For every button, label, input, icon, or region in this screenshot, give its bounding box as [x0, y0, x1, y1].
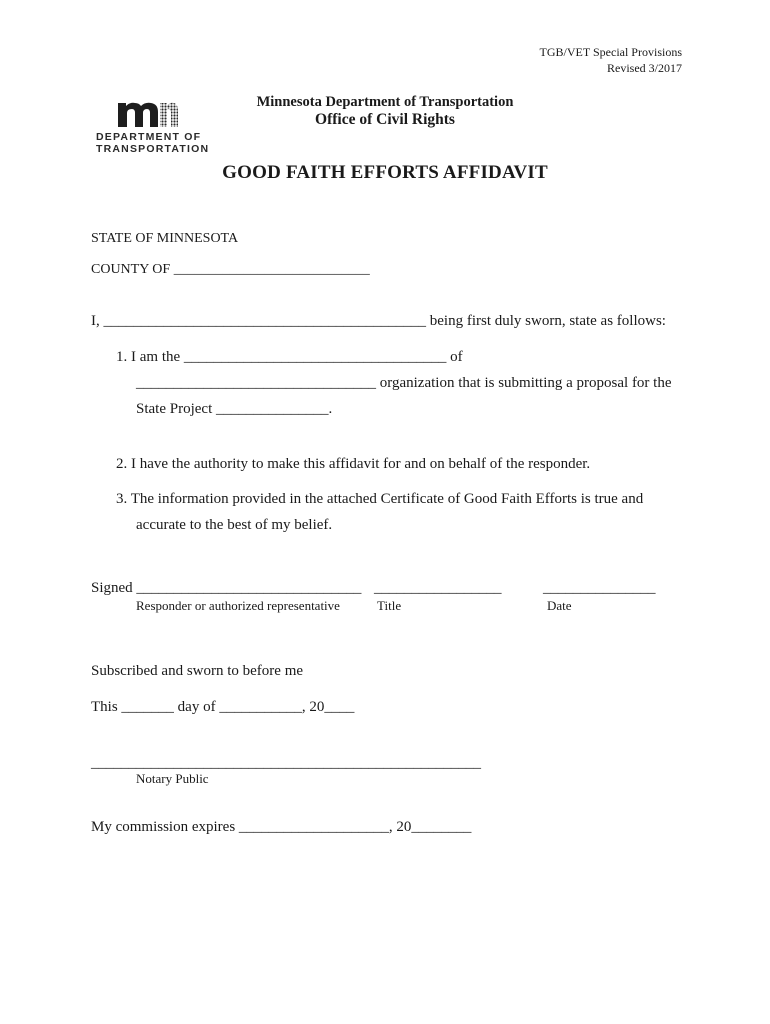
commission-line: My commission expires ____________________, 20________: [91, 819, 472, 835]
signed-line: Signed ______________________________: [91, 580, 362, 596]
header-provisions: [540, 44, 682, 76]
date-signature-line: _______________: [543, 580, 656, 596]
item-1-line-1: 1. I am the ___________________________________ of: [116, 349, 463, 365]
subscribed-line: Subscribed and sworn to before me: [91, 663, 304, 679]
item-1-line-3: State Project _______________.: [136, 401, 333, 417]
agency-name: Minnesota Department of Transportation: [256, 94, 514, 110]
logo-line-2: TRANSPORTATION: [96, 143, 210, 155]
title-signature-line: _________________: [374, 580, 502, 596]
responder-caption: Responder or authorized representative: [136, 598, 340, 613]
item-1-line-2: ________________________________ organization that is submitting a proposal for the: [136, 375, 672, 391]
item-3-line-2: accurate to the best of my belief.: [136, 517, 333, 533]
document-title: GOOD FAITH EFFORTS AFFIDAVIT: [222, 162, 548, 183]
revised-date: Revised 3/2017: [607, 61, 682, 75]
county-line: COUNTY OF ____________________________: [91, 262, 370, 277]
item-2: 2. I have the authority to make this affidavit for and on behalf of the responder.: [116, 456, 591, 472]
this-day-line: This _______ day of ___________, 20____: [91, 699, 355, 715]
notary-signature-line: ____________________________________________________: [91, 755, 481, 771]
office-name: Office of Civil Rights: [315, 111, 455, 128]
item-3-line-1: 3. The information provided in the attached Certificate of Good Faith Efforts is true and: [116, 491, 644, 507]
notary-caption: Notary Public: [136, 771, 209, 786]
date-caption: Date: [547, 598, 572, 613]
oath-line: I, ___________________________________________ being first duly sworn, state as follows:: [91, 313, 666, 329]
provision-label: TGB/VET Special Provisions: [539, 45, 682, 59]
title-caption: Title: [377, 598, 402, 613]
logo-line-1: DEPARTMENT OF: [96, 131, 202, 143]
state-line: STATE OF MINNESOTA: [91, 231, 239, 246]
